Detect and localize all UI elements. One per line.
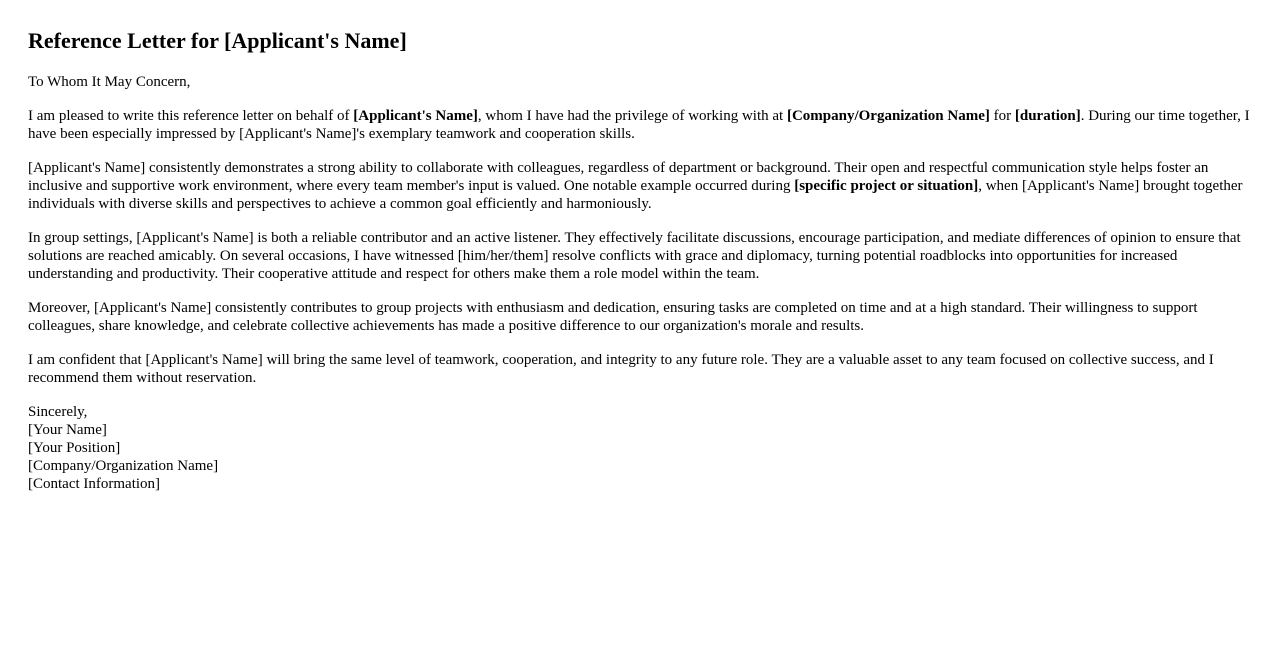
intro-text-3: for (989, 108, 1015, 124)
paragraph-recommendation: I am confident that [Applicant's Name] will bring the same level of teamwork, cooperation, and integrity to any future role. They are a valuable asset to any team focused on collective success, and I recommend them without reservation. (28, 352, 1214, 386)
intro-text-2: , whom I have had the privilege of working with at (477, 108, 787, 124)
applicant-name-placeholder: [Applicant's Name] (353, 108, 478, 124)
intro-text-1: I am pleased to write this reference letter on behalf of (28, 108, 354, 124)
collaboration-text-1: [Applicant's Name] consistently demonstrates a strong ability to collaborate with colleagues, regardless of department or background. Their open and respectful communication style helps foster an inclusive and supportive work environment, where every team member's input is valued. One notable example occurred during (28, 160, 1209, 194)
signature-position: [Your Position] (28, 440, 121, 456)
letter-title: Reference Letter for [Applicant's Name] (28, 28, 407, 53)
intro-text-4: . During our time together, I have been especially impressed by [Applicant's Name]'s exemplary teamwork and cooperation skills. (28, 108, 1250, 142)
paragraph-intro (28, 107, 1250, 143)
paragraph-group-settings: In group settings, [Applicant's Name] is both a reliable contributor and an active listener. They effectively facilitate discussions, encourage participation, and mediate differences of opinion to ensure that solutions are reached amicably. On several occasions, I have witnessed [him/her/them] resolve conflicts with grace and diplomacy, turning potential roadblocks into opportunities for increased understanding and productivity. Their cooperative attitude and respect for others make them a role model within the team. (28, 230, 1241, 282)
salutation: To Whom It May Concern, (28, 74, 191, 90)
project-placeholder: [specific project or situation] (794, 178, 979, 194)
paragraph-collaboration (28, 159, 1250, 213)
paragraph-contributions: Moreover, [Applicant's Name] consistently contributes to group projects with enthusiasm and dedication, ensuring tasks are completed on time and at a high standard. Their willingness to support colleagues, share knowledge, and celebrate collective achievements has made a positive difference to our organization's morale and results. (28, 300, 1198, 334)
signature-name: [Your Name] (28, 422, 107, 438)
duration-placeholder: [duration] (1014, 108, 1081, 124)
organization-placeholder: [Company/Organization Name] (786, 108, 990, 124)
signature-contact: [Contact Information] (28, 476, 161, 492)
collaboration-text-2: , when [Applicant's Name] brought together individuals with diverse skills and perspectives to achieve a common goal efficiently and harmoniously. (28, 178, 1243, 212)
signature-organization: [Company/Organization Name] (28, 458, 219, 474)
signature-closing: Sincerely, (28, 404, 88, 420)
signature-block (28, 403, 1250, 493)
